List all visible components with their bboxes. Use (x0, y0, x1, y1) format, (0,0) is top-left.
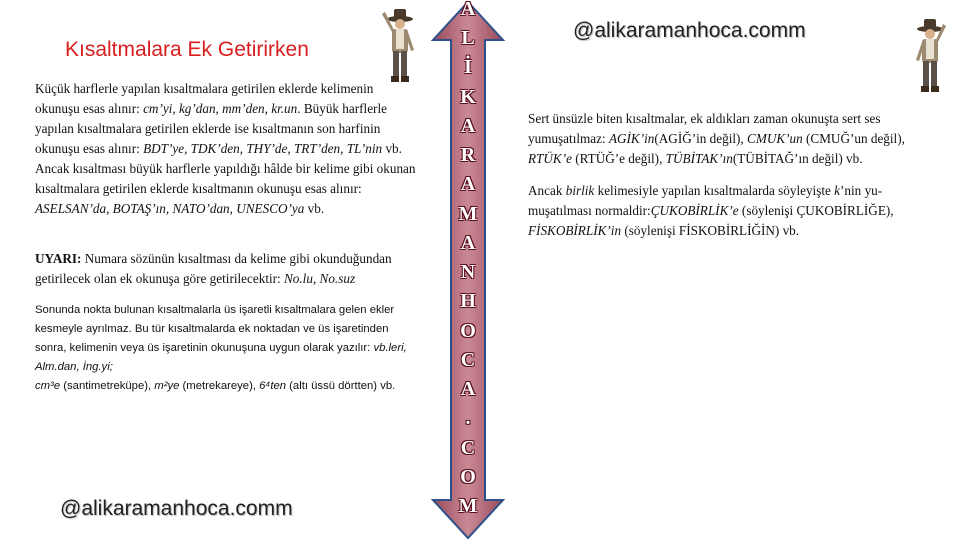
text-segment: 6⁴ten (259, 380, 287, 392)
cowboy-figure-icon (910, 16, 950, 94)
text-segment: birlik (565, 183, 595, 198)
text-segment: (RTÜĞ’e değil), (571, 151, 666, 166)
arrow-letter: H (460, 290, 476, 313)
arrow-letter: İ (464, 56, 472, 79)
text-segment: (metrekareye), (179, 380, 260, 392)
arrow-letters (445, 0, 491, 516)
paragraph-hard-consonant (528, 109, 933, 169)
paragraph-birlik-exception (528, 181, 933, 241)
arrow-letter: C (460, 436, 476, 459)
arrow-letter: A (460, 0, 476, 20)
arrow-letter: O (460, 465, 476, 488)
arrow-letter: A (460, 378, 476, 401)
handle-top: @alikaramanhoca.comm (573, 19, 806, 42)
text-segment: Ancak (528, 183, 566, 198)
text-segment: Sonunda nokta bulunan kısaltmalarla üs işaretli kısaltmalara gelen ekler kesmeyle ayrılmaz. Bu tür kısaltmalarda ek noktadan ve üs işaretinden sonra, kelimenin veya üs işaretinin okunuşuna uygun olarak yazılır: (35, 304, 395, 354)
arrow-letter: A (460, 114, 476, 137)
arrow-letter: . (465, 407, 471, 430)
arrow-letter: M (458, 202, 478, 225)
text-segment: (AGİĞ’in değil), (654, 131, 748, 146)
arrow-letter: M (458, 494, 478, 517)
text-segment: Sert ünsüzle biten kısaltmalar, ek aldıkları zaman okunuşta sert ses yumuşatılmaz: (528, 111, 881, 146)
handle-bottom: @alikaramanhoca.comm (60, 497, 293, 520)
text-segment: k (834, 183, 841, 198)
text-segment: (altı üssü dörtten) vb. (286, 380, 396, 392)
paragraph-dot-and-exponent (35, 301, 420, 396)
text-segment: cm³e (35, 380, 61, 392)
paragraph-lowercase-rule (35, 79, 420, 219)
arrow-letter: A (460, 173, 476, 196)
text-segment: cm’yi, kg’dan, mm’den, kr.un (143, 101, 298, 116)
text-segment: FİSKOBİRLİK’in (528, 223, 622, 238)
arrow-letter: R (460, 144, 476, 167)
text-segment: No.lu, No.suz (284, 271, 356, 286)
text-segment: AGİK’in (608, 131, 655, 146)
text-segment: ASELSAN’da, BOTAŞ’ın, NATO’dan, UNESCO’ya (35, 201, 305, 216)
text-segment: Numara sözünün kısaltması da kelime gibi okunduğundan getirilecek olan ek okunuşa göre getirilecektir: (35, 251, 392, 286)
text-segment: BDT’ye, TDK’den, THY’de, TRT’den, TL’nin (143, 141, 383, 156)
text-segment: TÜBİTAK’ın (665, 151, 733, 166)
text-segment: vb.leri, Alm.dan, İng.yi; (35, 342, 407, 373)
text-segment: (CMUĞ’un değil), (802, 131, 905, 146)
page-title: Kısaltmalara Ek Getirirken (65, 38, 309, 61)
text-segment: vb. Ancak kısaltması büyük harflerle yapıldığı hâlde bir kelime gibi okunan kısaltmalara getirilen eklerde kısaltmanın okunuşu esas alınır: (35, 141, 416, 196)
text-segment: Küçük harflerle yapılan kısaltmalara getirilen eklerde kelimenin okunuşu esas alınır: (35, 81, 374, 116)
text-segment: (söylenişi FİSKOBİRLİĞİN) vb. (621, 223, 800, 238)
arrow-letter: C (460, 348, 476, 371)
text-segment: m²ye (154, 380, 180, 392)
text-segment: (söylenişi ÇUKOBİRLİĞE), (738, 203, 894, 218)
text-segment: . Büyük harflerle yapılan kısaltmalara getirilen eklerde ise kısaltmanın son harfinin okunuşu esas alınır: (35, 101, 387, 156)
arrow-letter: K (460, 85, 476, 108)
text-segment: vb. (304, 201, 325, 216)
text-segment: UYARI: (35, 251, 82, 266)
text-segment: CMUK’un (747, 131, 803, 146)
paragraph-warning (35, 249, 420, 289)
text-segment: RTÜK’e (528, 151, 572, 166)
arrow-letter: O (460, 319, 476, 342)
text-segment: ÇUKOBİRLİK’e (650, 203, 739, 218)
arrow-letter: L (461, 27, 475, 50)
text-segment: (santimetreküpe), (60, 380, 155, 392)
arrow-letter: A (460, 231, 476, 254)
text-segment: (TÜBİTAĞ’ın değil) vb. (732, 151, 863, 166)
text-segment: kelimesiyle yapılan kısaltmalarda söyleyişte (594, 183, 835, 198)
text-segment: ’nin yu-muşatılması normaldir: (528, 183, 883, 218)
arrow-letter: N (460, 261, 476, 284)
cowboy-figure-icon (378, 6, 418, 84)
